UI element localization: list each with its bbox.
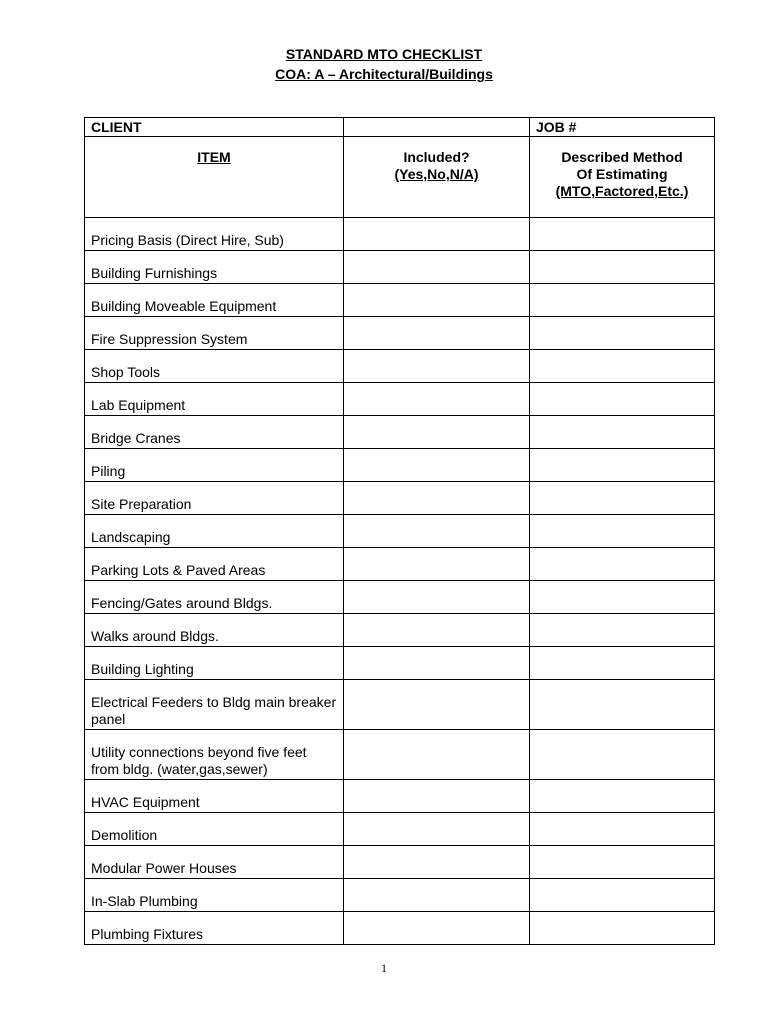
method-header-line3: (MTO,Factored,Etc.)	[555, 183, 689, 199]
included-cell[interactable]	[344, 647, 530, 680]
included-cell[interactable]	[344, 317, 530, 350]
item-name-cell: In-Slab Plumbing	[85, 879, 344, 912]
item-name-cell: Walks around Bldgs.	[85, 614, 344, 647]
method-cell[interactable]	[530, 912, 715, 945]
included-cell[interactable]	[344, 879, 530, 912]
included-cell[interactable]	[344, 548, 530, 581]
table-row	[85, 251, 715, 284]
table-row	[85, 482, 715, 515]
table-row	[85, 284, 715, 317]
method-cell[interactable]	[530, 515, 715, 548]
included-cell[interactable]	[344, 416, 530, 449]
method-cell[interactable]	[530, 680, 715, 730]
item-header-label: ITEM	[197, 149, 231, 165]
included-cell[interactable]	[344, 680, 530, 730]
method-cell[interactable]	[530, 449, 715, 482]
page-number: 1	[381, 961, 387, 975]
client-label: CLIENT	[85, 118, 344, 137]
included-column-header	[344, 137, 530, 218]
method-column-header	[530, 137, 715, 218]
item-name-cell: Building Lighting	[85, 647, 344, 680]
included-cell[interactable]	[344, 581, 530, 614]
included-cell[interactable]	[344, 251, 530, 284]
method-cell[interactable]	[530, 416, 715, 449]
included-cell[interactable]	[344, 383, 530, 416]
item-name-cell: HVAC Equipment	[85, 780, 344, 813]
item-name-cell: Parking Lots & Paved Areas	[85, 548, 344, 581]
item-name-cell: Building Furnishings	[85, 251, 344, 284]
item-name-cell: Landscaping	[85, 515, 344, 548]
item-name-cell: Pricing Basis (Direct Hire, Sub)	[85, 218, 344, 251]
included-cell[interactable]	[344, 813, 530, 846]
document-title: STANDARD MTO CHECKLIST	[285, 46, 483, 62]
item-name-cell: Modular Power Houses	[85, 846, 344, 879]
item-name-cell: Fire Suppression System	[85, 317, 344, 350]
table-row	[85, 218, 715, 251]
table-row	[85, 846, 715, 879]
method-cell[interactable]	[530, 218, 715, 251]
method-cell[interactable]	[530, 614, 715, 647]
table-row	[85, 813, 715, 846]
item-name-cell: Demolition	[85, 813, 344, 846]
item-name-cell: Fencing/Gates around Bldgs.	[85, 581, 344, 614]
method-cell[interactable]	[530, 846, 715, 879]
method-cell[interactable]	[530, 482, 715, 515]
table-row	[85, 581, 715, 614]
method-cell[interactable]	[530, 548, 715, 581]
method-cell[interactable]	[530, 251, 715, 284]
included-cell[interactable]	[344, 350, 530, 383]
item-name-cell: Utility connections beyond five feet from bldg. (water,gas,sewer)	[85, 730, 344, 780]
table-row	[85, 449, 715, 482]
table-row	[85, 548, 715, 581]
method-cell[interactable]	[530, 581, 715, 614]
table-row	[85, 416, 715, 449]
checklist-table	[84, 117, 715, 945]
item-name-cell: Building Moveable Equipment	[85, 284, 344, 317]
item-name-cell: Bridge Cranes	[85, 416, 344, 449]
item-name-cell: Electrical Feeders to Bldg main breaker panel	[85, 680, 344, 730]
method-header-line1: Described Method	[561, 149, 683, 165]
table-row	[85, 647, 715, 680]
included-cell[interactable]	[344, 780, 530, 813]
method-cell[interactable]	[530, 780, 715, 813]
client-value-cell[interactable]	[344, 118, 530, 137]
table-row	[85, 780, 715, 813]
method-cell[interactable]	[530, 383, 715, 416]
item-name-cell: Plumbing Fixtures	[85, 912, 344, 945]
item-name-cell: Shop Tools	[85, 350, 344, 383]
document-subtitle: COA: A – Architectural/Buildings	[275, 66, 493, 82]
method-cell[interactable]	[530, 284, 715, 317]
table-row	[85, 879, 715, 912]
item-name-cell: Piling	[85, 449, 344, 482]
method-cell[interactable]	[530, 813, 715, 846]
job-number-label: JOB #	[530, 118, 715, 137]
included-cell[interactable]	[344, 846, 530, 879]
included-cell[interactable]	[344, 730, 530, 780]
method-cell[interactable]	[530, 647, 715, 680]
client-row	[85, 118, 715, 137]
table-row	[85, 614, 715, 647]
included-cell[interactable]	[344, 912, 530, 945]
included-cell[interactable]	[344, 614, 530, 647]
method-header-line2: Of Estimating	[576, 166, 668, 182]
table-row	[85, 730, 715, 780]
method-cell[interactable]	[530, 879, 715, 912]
included-cell[interactable]	[344, 515, 530, 548]
included-cell[interactable]	[344, 482, 530, 515]
included-cell[interactable]	[344, 218, 530, 251]
item-name-cell: Site Preparation	[85, 482, 344, 515]
included-header-line1: Included?	[403, 149, 470, 165]
table-row	[85, 515, 715, 548]
included-header-line2: (Yes,No,N/A)	[394, 166, 479, 182]
table-row	[85, 680, 715, 730]
table-row	[85, 912, 715, 945]
method-cell[interactable]	[530, 317, 715, 350]
table-row	[85, 317, 715, 350]
included-cell[interactable]	[344, 284, 530, 317]
method-cell[interactable]	[530, 350, 715, 383]
table-row	[85, 350, 715, 383]
table-row	[85, 383, 715, 416]
included-cell[interactable]	[344, 449, 530, 482]
item-column-header	[85, 137, 344, 218]
column-header-row	[85, 137, 715, 218]
item-name-cell: Lab Equipment	[85, 383, 344, 416]
method-cell[interactable]	[530, 730, 715, 780]
